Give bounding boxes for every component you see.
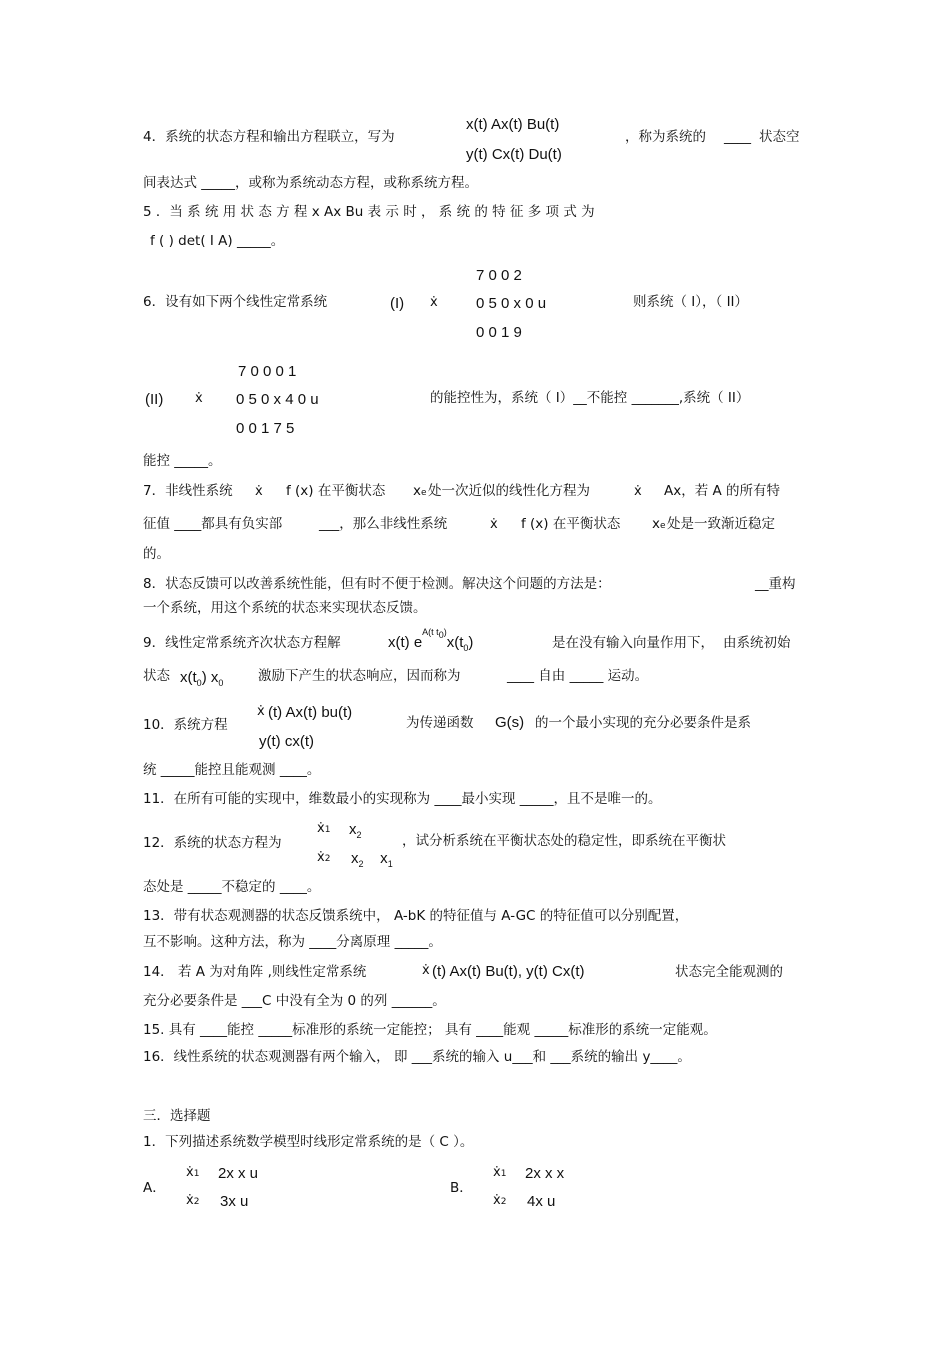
q4-suffix: 状态空	[759, 129, 800, 145]
q14-line1b: 状态完全能观测的	[675, 964, 783, 980]
q6b-matrix-row3: 0 0 1 7 5	[236, 420, 295, 437]
derivative-mark-icon: ẋ	[430, 295, 438, 310]
q6-matrix-row3: 0 0 1 9	[476, 324, 522, 341]
q6-prefix: 6．设有如下两个线性定常系统	[143, 294, 328, 310]
q12-line2: 态处是 _____不稳定的 ____。	[143, 879, 321, 895]
q7-xe-1: xe	[413, 483, 427, 499]
derivative-mark-icon: ẋ	[422, 963, 430, 978]
derivative-mark-icon: ẋ	[255, 484, 263, 499]
q6-label-I: (I)	[390, 295, 405, 312]
q9-line1c: 由系统初始	[723, 635, 791, 651]
q5-line2: f ( ) det( I A) _____。	[150, 233, 285, 249]
q6-matrix-row1: 7 0 0 2	[476, 267, 522, 284]
q4-line2: 间表达式 _____，或称为系统动态方程，或称系统方程。	[143, 175, 479, 191]
q10-mid: 为传递函数	[406, 715, 474, 731]
q8-line2: 一个系统，用这个系统的状态来实现状态反馈。	[143, 600, 427, 616]
section3-title: 三．选择题	[143, 1108, 211, 1124]
q10-line2: 统 _____能控且能观测 ____。	[143, 762, 321, 778]
option-b-eq1: 2x x x	[525, 1165, 565, 1182]
q8-line1: 8．状态反馈可以改善系统性能，但有时不便于检测。解决这个问题的方法是：	[143, 576, 611, 592]
section3-q1: 1．下列描述系统数学模型时线形定常系统的是（ C ）。	[143, 1134, 474, 1150]
q13-line1: 13．带有状态观测器的状态反馈系统中， A-bK 的特征值与 A-GC 的特征值可以分别配置，	[143, 908, 689, 924]
q14-equation: (t) Ax(t) Bu(t), y(t) Cx(t)	[432, 963, 585, 980]
q10-gs: G(s)	[495, 714, 525, 731]
q7-line1b: f (x) 在平衡状态	[286, 483, 386, 499]
derivative-mark-icon: ẋ2	[317, 850, 331, 865]
q7-line2c: f (x) 在平衡状态	[521, 516, 621, 532]
derivative-mark-icon: ẋ1	[186, 1165, 200, 1180]
q12-suffix: ，试分析系统在平衡状态处的稳定性，即系统在平衡状	[402, 833, 726, 849]
q5-line1: 5 ．当 系 统 用 状 态 方 程 x Ax Bu 表 示 时 ， 系 统 的 特 征 多 项 式 为	[143, 204, 595, 220]
option-b-label: B．	[450, 1180, 473, 1196]
q9-equation: x(t) $e^{A(t t0)}x(t_0)$	[388, 627, 474, 653]
derivative-mark-icon: ẋ	[195, 391, 203, 406]
q7-line1c: 处一次近似的线性化方程为	[428, 483, 590, 499]
q9-line2d: 激励下产生的状态响应，因而称为	[258, 668, 461, 684]
q9-line1b: 是在没有输入向量作用下，	[552, 635, 714, 651]
q9-line2e: ____ 自由 _____ 运动。	[507, 668, 649, 684]
q12-eq1: $x_2$	[349, 821, 362, 840]
q12-prefix: 12．系统的状态方程为	[143, 835, 282, 851]
q10-output-equation: y(t) cx(t)	[259, 733, 314, 750]
derivative-mark-icon: ẋ	[634, 484, 642, 499]
q8-blank: __重构	[755, 576, 796, 592]
derivative-mark-icon: ẋ	[490, 517, 498, 532]
derivative-mark-icon: ẋ1	[493, 1165, 507, 1180]
q7-line2d: 处是一致渐近稳定	[667, 516, 775, 532]
q4-mid: ，称为系统的	[625, 129, 706, 145]
q4-state-equation: x(t) Ax(t) Bu(t)	[466, 116, 560, 133]
q13-line2: 互不影响。这种方法，称为 ____分离原理 _____。	[143, 934, 442, 950]
option-a-eq2: 3x u	[220, 1193, 249, 1210]
q10-state-equation: (t) Ax(t) bu(t)	[268, 704, 353, 721]
q4-blank: ____	[724, 129, 751, 145]
q10-suffix: 的一个最小实现的充分必要条件是系	[535, 715, 751, 731]
q12-eq2: $x_2$ $x_1$	[351, 850, 393, 869]
q11-text: 11．在所有可能的实现中，维数最小的实现称为 ____最小实现 _____，且不是唯一的。	[143, 791, 662, 807]
q10-prefix: 10．系统方程	[143, 717, 228, 733]
q6-label-II: (II)	[145, 391, 164, 408]
derivative-mark-icon: ẋ2	[186, 1193, 200, 1208]
q4-prefix: 4．系统的状态方程和输出方程联立，写为	[143, 129, 395, 145]
q14-line1a: 14． 若 A 为对角阵 ,则线性定常系统	[143, 964, 367, 980]
q9-line2a: 状态	[143, 668, 170, 684]
q7-line3: 的。	[143, 546, 170, 562]
q16-text: 16．线性系统的状态观测器有两个输入， 即 ___系统的输入 u___和 ___系统的输出 y____。	[143, 1049, 691, 1065]
derivative-mark-icon: ẋ1	[317, 821, 331, 836]
q9-initial-state: $x(t_0)$ $x_0$	[180, 669, 224, 688]
q6b-matrix-row1: 7 0 0 0 1	[238, 363, 297, 380]
q6b-line-end: 能控 _____。	[143, 453, 222, 469]
q7-line1a: 7．非线性系统	[143, 483, 233, 499]
q6b-matrix-row2: 0 5 0 x 4 0 u	[236, 391, 319, 408]
q4-output-equation: y(t) Cx(t) Du(t)	[466, 146, 562, 163]
q9-line1a: 9．线性定常系统齐次状态方程解	[143, 635, 341, 651]
derivative-mark-icon: ẋ	[257, 704, 265, 719]
q6b-suffix: 的能控性为，系统（ I）__不能控 _______,系统（ II）	[430, 390, 750, 406]
q7-line2a: 征值 ____都具有负实部	[143, 516, 283, 532]
option-a-eq1: 2x x u	[218, 1165, 259, 1182]
q6-suffix: 则系统（ I），（ II）	[633, 294, 749, 310]
option-b-eq2: 4x u	[527, 1193, 556, 1210]
derivative-mark-icon: ẋ2	[493, 1193, 507, 1208]
q15-text: 15. 具有 ____能控 _____标准形的系统一定能控； 具有 ____能观 _____标准形的系统一定能观。	[143, 1022, 717, 1038]
q7-xe-2: xe	[652, 516, 666, 532]
q14-line2: 充分必要条件是 ___C 中没有全为 0 的列 ______。	[143, 993, 446, 1009]
q7-line1d: Ax，若 A 的所有特	[664, 483, 781, 499]
q7-line2b: ___，那么非线性系统	[319, 516, 448, 532]
q6-matrix-row2: 0 5 0 x 0 u	[476, 295, 547, 312]
option-a-label: A．	[143, 1180, 166, 1196]
